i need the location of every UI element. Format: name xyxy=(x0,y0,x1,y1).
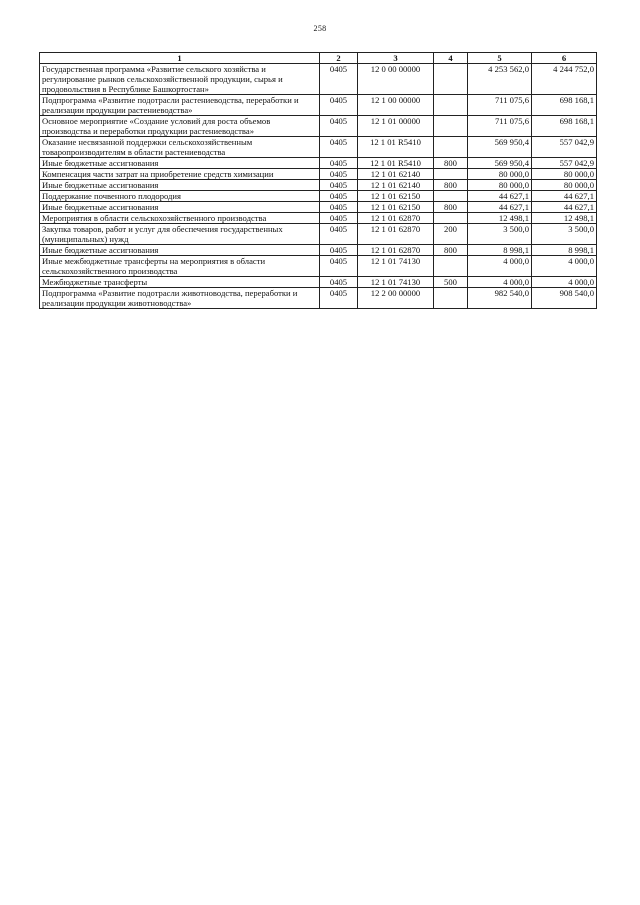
item-name-cell: Иные межбюджетные трансферты на мероприятия в области сельскохозяйственного производства xyxy=(40,256,320,277)
target-code-cell: 12 1 01 00000 xyxy=(358,116,434,137)
item-name-cell: Иные бюджетные ассигнования xyxy=(40,245,320,256)
amount-cell: 569 950,4 xyxy=(468,158,532,169)
amount-cell: 4 000,0 xyxy=(468,277,532,288)
item-name-cell: Иные бюджетные ассигнования xyxy=(40,158,320,169)
item-name-cell: Государственная программа «Развитие сельского хозяйства и регулирование рынков сельскохозяйственной продукции, сырья и продовольствия в Республике Башкортостан» xyxy=(40,64,320,95)
header-row xyxy=(40,53,597,64)
amount-cell: 711 075,6 xyxy=(468,116,532,137)
target-code-cell: 12 1 01 62140 xyxy=(358,180,434,191)
item-name-cell: Межбюджетные трансферты xyxy=(40,277,320,288)
amount-cell: 4 000,0 xyxy=(532,256,597,277)
amount-cell: 4 253 562,0 xyxy=(468,64,532,95)
item-name-cell: Мероприятия в области сельскохозяйственного производства xyxy=(40,213,320,224)
column-header: 2 xyxy=(320,53,358,64)
page-number: 258 xyxy=(313,24,327,33)
item-name-cell: Компенсация части затрат на приобретение средств химизации xyxy=(40,169,320,180)
amount-cell: 3 500,0 xyxy=(468,224,532,245)
target-code-cell: 12 1 01 62150 xyxy=(358,202,434,213)
expense-type-cell xyxy=(434,95,468,116)
target-code-cell: 12 1 01 62870 xyxy=(358,213,434,224)
amount-cell: 80 000,0 xyxy=(532,169,597,180)
section-code-cell: 0405 xyxy=(320,169,358,180)
section-code-cell: 0405 xyxy=(320,213,358,224)
expense-type-cell xyxy=(434,288,468,309)
section-code-cell: 0405 xyxy=(320,95,358,116)
amount-cell: 80 000,0 xyxy=(468,180,532,191)
amount-cell: 4 244 752,0 xyxy=(532,64,597,95)
amount-cell: 557 042,9 xyxy=(532,137,597,158)
expense-type-cell: 500 xyxy=(434,277,468,288)
amount-cell: 44 627,1 xyxy=(468,202,532,213)
table-row xyxy=(40,116,597,137)
amount-cell: 44 627,1 xyxy=(468,191,532,202)
section-code-cell: 0405 xyxy=(320,245,358,256)
section-code-cell: 0405 xyxy=(320,64,358,95)
expense-type-cell: 200 xyxy=(434,224,468,245)
amount-cell: 80 000,0 xyxy=(468,169,532,180)
section-code-cell: 0405 xyxy=(320,191,358,202)
item-name-cell: Закупка товаров, работ и услуг для обеспечения государственных (муниципальных) нужд xyxy=(40,224,320,245)
column-header: 4 xyxy=(434,53,468,64)
section-code-cell: 0405 xyxy=(320,116,358,137)
amount-cell: 698 168,1 xyxy=(532,95,597,116)
table-row xyxy=(40,256,597,277)
expense-type-cell xyxy=(434,137,468,158)
column-header: 6 xyxy=(532,53,597,64)
item-name-cell: Оказание несвязанной поддержки сельскохозяйственным товаропроизводителям в области растениеводства xyxy=(40,137,320,158)
expense-type-cell: 800 xyxy=(434,245,468,256)
column-header: 3 xyxy=(358,53,434,64)
amount-cell: 3 500,0 xyxy=(532,224,597,245)
expense-type-cell xyxy=(434,64,468,95)
target-code-cell: 12 1 01 R5410 xyxy=(358,137,434,158)
table-row xyxy=(40,277,597,288)
target-code-cell: 12 1 01 62140 xyxy=(358,169,434,180)
amount-cell: 698 168,1 xyxy=(532,116,597,137)
amount-cell: 80 000,0 xyxy=(532,180,597,191)
amount-cell: 557 042,9 xyxy=(532,158,597,169)
table-row xyxy=(40,158,597,169)
expense-type-cell xyxy=(434,191,468,202)
table-row xyxy=(40,169,597,180)
section-code-cell: 0405 xyxy=(320,202,358,213)
budget-table xyxy=(39,52,597,309)
amount-cell: 982 540,0 xyxy=(468,288,532,309)
item-name-cell: Иные бюджетные ассигнования xyxy=(40,180,320,191)
target-code-cell: 12 1 01 62150 xyxy=(358,191,434,202)
target-code-cell: 12 1 00 00000 xyxy=(358,95,434,116)
amount-cell: 4 000,0 xyxy=(532,277,597,288)
table-row xyxy=(40,213,597,224)
expense-type-cell: 800 xyxy=(434,202,468,213)
target-code-cell: 12 1 01 62870 xyxy=(358,245,434,256)
table-row xyxy=(40,202,597,213)
item-name-cell: Подпрограмма «Развитие подотрасли животноводства, переработки и реализации продукции животноводства» xyxy=(40,288,320,309)
amount-cell: 12 498,1 xyxy=(532,213,597,224)
amount-cell: 8 998,1 xyxy=(468,245,532,256)
section-code-cell: 0405 xyxy=(320,288,358,309)
section-code-cell: 0405 xyxy=(320,224,358,245)
item-name-cell: Основное мероприятие «Создание условий для роста объемов производства и переработки продукции растениеводства» xyxy=(40,116,320,137)
expense-type-cell xyxy=(434,169,468,180)
expense-type-cell: 800 xyxy=(434,158,468,169)
table-row xyxy=(40,95,597,116)
expense-type-cell xyxy=(434,256,468,277)
amount-cell: 908 540,0 xyxy=(532,288,597,309)
table-row xyxy=(40,137,597,158)
section-code-cell: 0405 xyxy=(320,256,358,277)
item-name-cell: Поддержание почвенного плодородия xyxy=(40,191,320,202)
target-code-cell: 12 0 00 00000 xyxy=(358,64,434,95)
expense-type-cell xyxy=(434,213,468,224)
amount-cell: 44 627,1 xyxy=(532,202,597,213)
table-row xyxy=(40,180,597,191)
section-code-cell: 0405 xyxy=(320,137,358,158)
amount-cell: 711 075,6 xyxy=(468,95,532,116)
table-row xyxy=(40,191,597,202)
section-code-cell: 0405 xyxy=(320,158,358,169)
table-row xyxy=(40,288,597,309)
column-header: 1 xyxy=(40,53,320,64)
target-code-cell: 12 1 01 62870 xyxy=(358,224,434,245)
column-header: 5 xyxy=(468,53,532,64)
expense-type-cell: 800 xyxy=(434,180,468,191)
amount-cell: 4 000,0 xyxy=(468,256,532,277)
table-row xyxy=(40,245,597,256)
target-code-cell: 12 1 01 74130 xyxy=(358,277,434,288)
item-name-cell: Подпрограмма «Развитие подотрасли растениеводства, переработки и реализации продукции растениеводства» xyxy=(40,95,320,116)
target-code-cell: 12 2 00 00000 xyxy=(358,288,434,309)
target-code-cell: 12 1 01 74130 xyxy=(358,256,434,277)
section-code-cell: 0405 xyxy=(320,180,358,191)
amount-cell: 44 627,1 xyxy=(532,191,597,202)
item-name-cell: Иные бюджетные ассигнования xyxy=(40,202,320,213)
amount-cell: 12 498,1 xyxy=(468,213,532,224)
table-row xyxy=(40,224,597,245)
expense-type-cell xyxy=(434,116,468,137)
section-code-cell: 0405 xyxy=(320,277,358,288)
table-row xyxy=(40,64,597,95)
target-code-cell: 12 1 01 R5410 xyxy=(358,158,434,169)
amount-cell: 569 950,4 xyxy=(468,137,532,158)
amount-cell: 8 998,1 xyxy=(532,245,597,256)
